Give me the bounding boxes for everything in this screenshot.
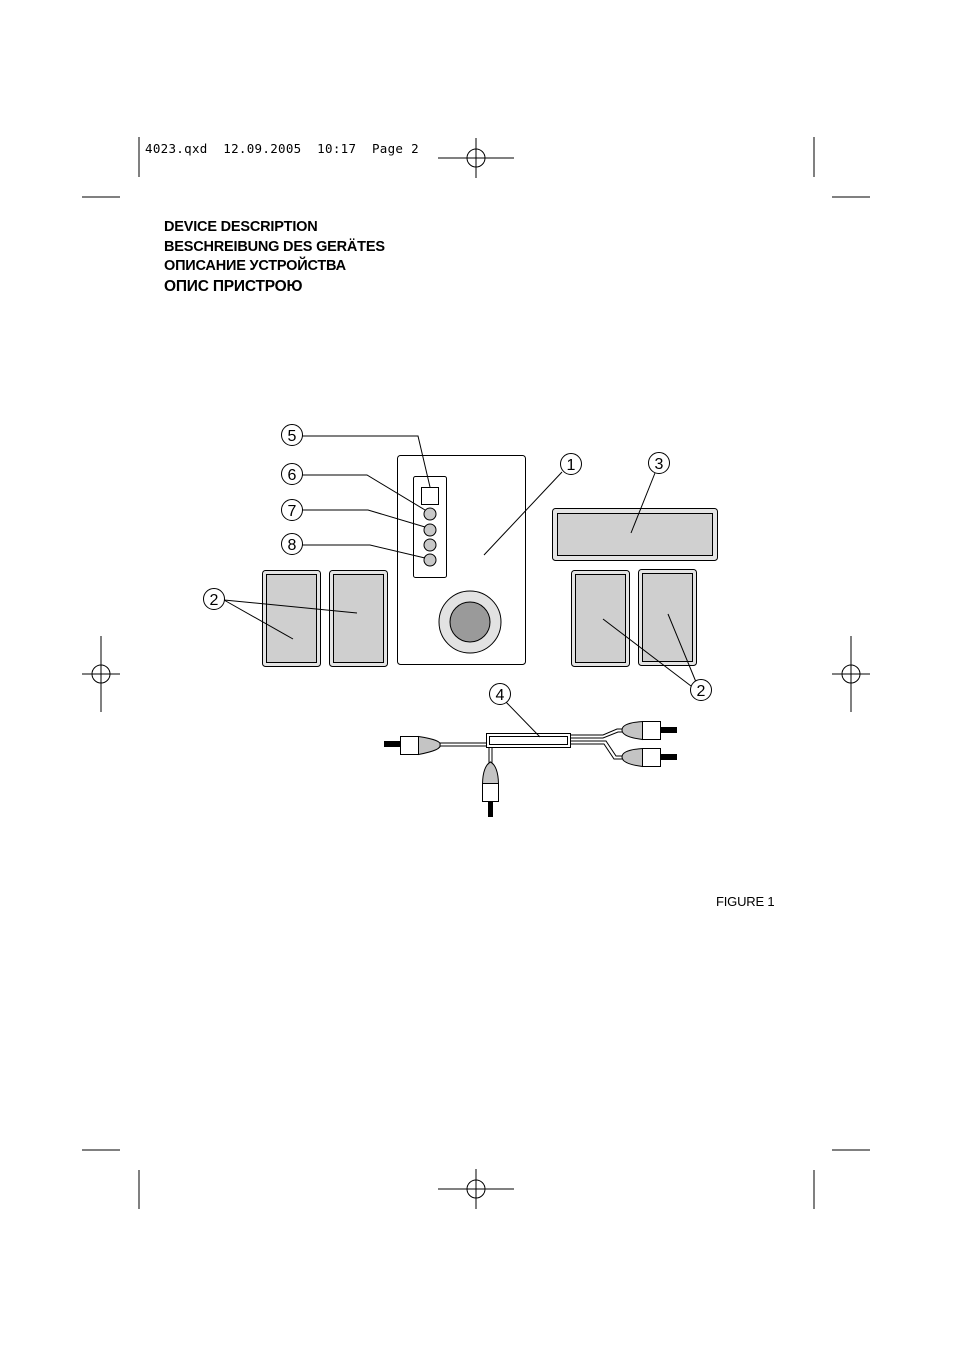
callout-5 <box>282 425 303 446</box>
svg-text:1: 1 <box>566 457 576 474</box>
svg-text:7: 7 <box>287 503 297 520</box>
registration-mark-top <box>438 138 514 178</box>
callout-3 <box>649 453 670 474</box>
callout-8 <box>282 534 303 555</box>
callout-2-right <box>691 680 712 701</box>
knob-extra <box>424 554 436 566</box>
satellite-speakers-left <box>263 571 388 667</box>
registration-mark-left <box>82 636 120 712</box>
heading-ukrainian: ОПИС ПРИСТРОЮ <box>164 277 303 295</box>
power-switch <box>422 488 439 505</box>
rca-plug-right-bottom <box>622 749 677 767</box>
svg-text:2: 2 <box>209 592 219 609</box>
rca-plug-bottom <box>483 762 499 817</box>
svg-text:6: 6 <box>287 467 297 484</box>
callout-4 <box>490 684 511 705</box>
heading-russian: ОПИСАНИЕ УСТРОЙСТВА <box>164 258 346 274</box>
print-slug: 4023.qxd 12.09.2005 10:17 Page 2 <box>145 141 419 156</box>
heading-german: BESCHREIBUNG DES GERÄTES <box>164 238 385 255</box>
callout-6 <box>282 464 303 485</box>
knob-8 <box>424 539 436 551</box>
svg-text:8: 8 <box>287 537 297 554</box>
crop-marks <box>82 137 870 1209</box>
connection-cable <box>436 729 628 768</box>
svg-text:5: 5 <box>287 428 297 445</box>
rca-plug-right-top <box>622 722 677 740</box>
registration-mark-bottom <box>438 1169 514 1209</box>
svg-text:3: 3 <box>654 456 664 473</box>
svg-text:2: 2 <box>696 683 706 700</box>
heading-english: DEVICE DESCRIPTION <box>164 219 318 235</box>
woofer-cone <box>450 602 490 642</box>
subwoofer <box>398 456 526 665</box>
registration-mark-right <box>832 636 870 712</box>
callout-2-left <box>204 589 225 610</box>
svg-text:4: 4 <box>495 687 505 704</box>
knob-7 <box>424 524 436 536</box>
knob-6 <box>424 508 436 520</box>
callout-7 <box>282 500 303 521</box>
satellite-speakers-right <box>572 570 697 667</box>
center-speaker <box>553 509 718 561</box>
callout-1 <box>561 454 582 475</box>
rca-plug-left <box>384 737 440 755</box>
figure-label: FIGURE 1 <box>716 894 775 909</box>
